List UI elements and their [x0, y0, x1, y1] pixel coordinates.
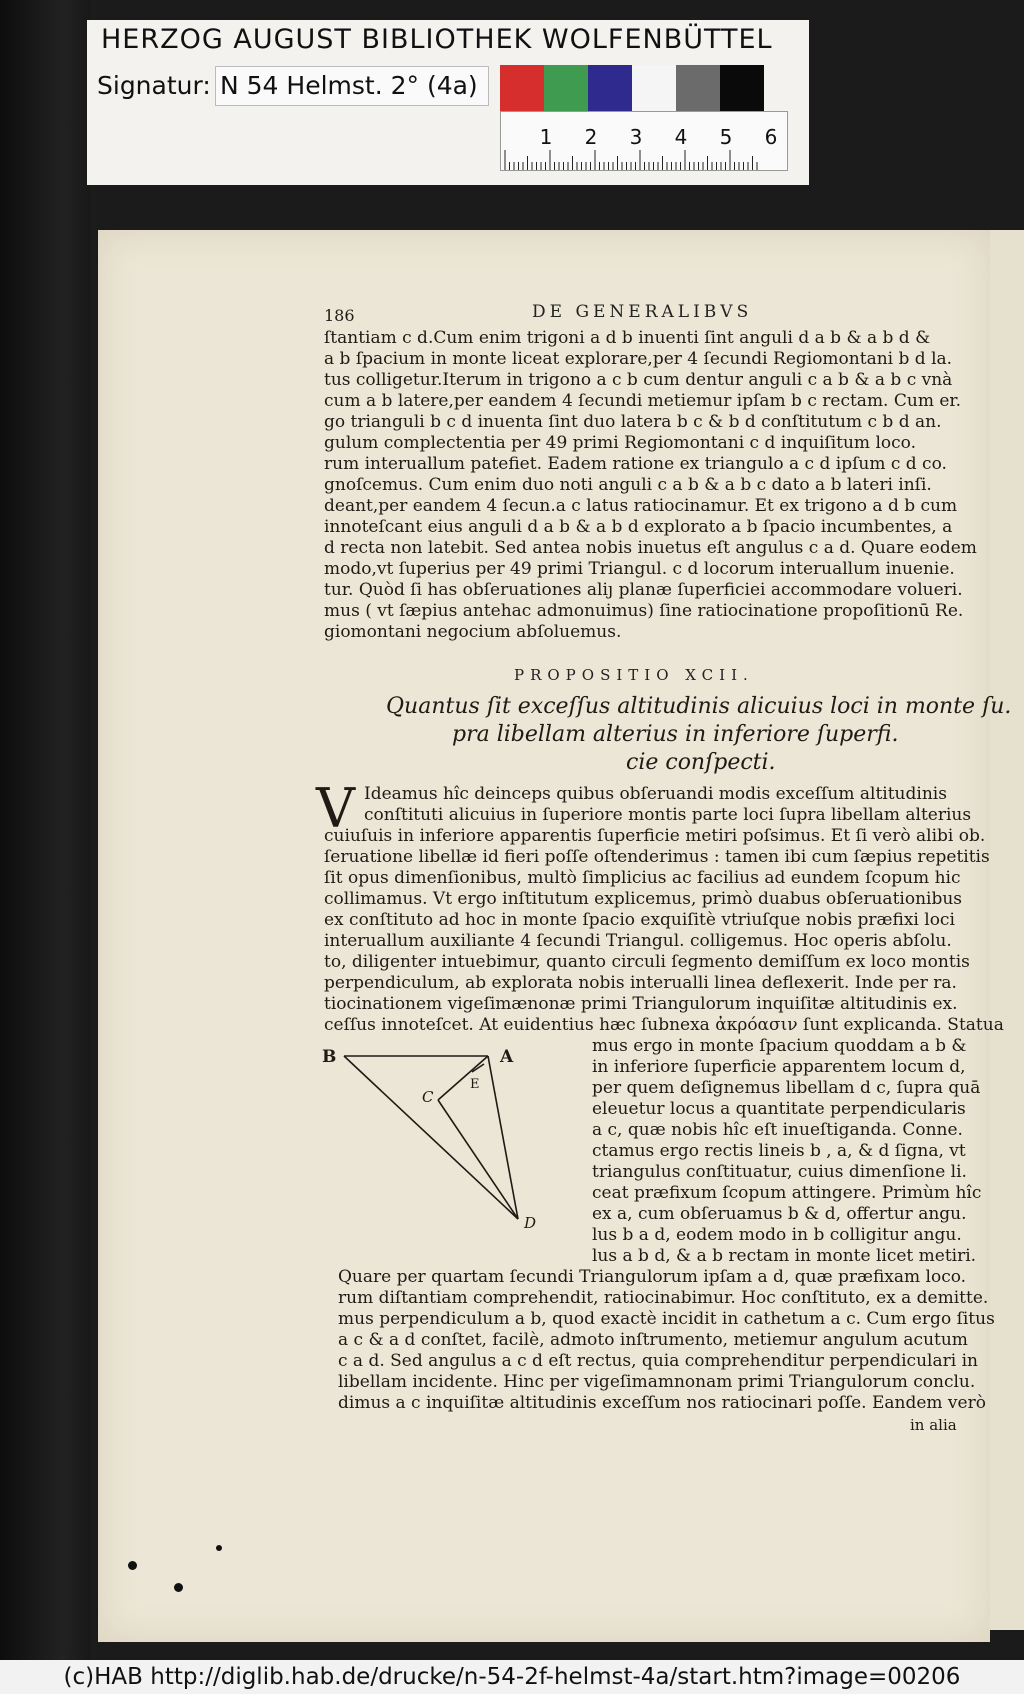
- text-line: perpendiculum, ab explorata nobis interualli linea deflexerit. Inde per ra.: [324, 973, 957, 993]
- text-line: mus ( vt ſæpius antehac admonuimus) ſine ratiocinatione propoſitionū Re.: [324, 601, 964, 621]
- text-line: to, diligenter intuebimur, quanto circuli ſegmento demiſſum ex loco montis: [324, 952, 970, 972]
- text-line: a c & a d conſtet, facilè, admoto inſtrumento, metiemur angulum acutum: [338, 1330, 968, 1350]
- label-a: A: [500, 1047, 514, 1067]
- text-line: c a d. Sed angulus a c d eſt rectus, quia comprehenditur perpendiculari in: [338, 1351, 978, 1371]
- ruler-number: 6: [764, 125, 778, 149]
- book-page: [98, 230, 1012, 1642]
- drop-cap: V: [316, 777, 355, 840]
- text-line: modo,vt ſuperius per 49 primi Triangul. c d locorum interuallum inuenie.: [324, 559, 955, 579]
- ink-spot: [216, 1545, 222, 1551]
- text-line: gnoſcemus. Cum enim duo noti anguli c a b & a b c dato a b lateri inſi.: [324, 475, 932, 495]
- text-line: dimus a c inquiſitæ altitudinis exceſſum nos ratiocinari poſſe. Eandem verò: [338, 1393, 986, 1413]
- signature-value: N 54 Helmst. 2° (4a): [215, 66, 489, 106]
- text-line: ſit opus dimenſionibus, multò ſimplicius ac facilius ad eundem ſcopum hic: [324, 868, 961, 888]
- text-line: Quare per quartam ſecundi Triangulorum ipſam a d, quæ præfixam loco.: [338, 1267, 967, 1287]
- text-line: ex a, cum obſeruamus b & d, offertur angu.: [592, 1204, 967, 1224]
- swatch-green: [544, 65, 588, 111]
- text-line: rum diſtantiam comprehendit, ratiocinabimur. Hoc conſtituto, ex a demitte.: [338, 1288, 989, 1308]
- ruler-number: 2: [584, 125, 598, 149]
- library-name: HERZOG AUGUST BIBLIOTHEK WOLFENBÜTTEL: [101, 24, 773, 55]
- library-color-card: [87, 20, 809, 185]
- text-line: gulum complectentia per 49 primi Regiomontani c d inquiſitum loco.: [324, 433, 916, 453]
- proposition-label: PROPOSITIO XCII.: [514, 666, 754, 684]
- ruler-number: 1: [539, 125, 553, 149]
- text-line: a c, quæ nobis hîc eſt inueſtiganda. Conne.: [592, 1120, 963, 1140]
- ink-spot: [128, 1561, 137, 1570]
- text-line: go trianguli b c d inuenta ſint duo latera b c & b d conſtitutum c b d an.: [324, 412, 942, 432]
- ruler-number: 3: [629, 125, 643, 149]
- running-head: DE GENERALIBVS: [532, 302, 753, 322]
- page-number: 186: [324, 306, 355, 325]
- text-line: tur. Quòd ſi has obſeruationes aliȷ planæ ſuperficiei accommodare volueri.: [324, 580, 963, 600]
- copyright-footer: (c)HAB http://diglib.hab.de/drucke/n-54-2f-helmst-4a/start.htm?image=00206: [0, 1660, 1024, 1694]
- proposition-title-line: pra libellam alterius in inferiore ſuperfi.: [452, 722, 899, 747]
- proposition-title-line: cie conſpecti.: [626, 750, 776, 775]
- text-line: cuiuſuis in inferiore apparentis ſuperficie metiri poſsimus. Et ſi verò alibi ob.: [324, 826, 986, 846]
- label-c: C: [422, 1088, 434, 1106]
- text-line: per quem deſignemus libellam d c, ſupra quā: [592, 1078, 981, 1098]
- swatch-blue: [588, 65, 632, 111]
- text-line: d recta non latebit. Sed antea nobis inuetus eſt angulus c a d. Quare eodem: [324, 538, 977, 558]
- label-e: E: [470, 1077, 480, 1092]
- text-line: eleuetur locus a quantitate perpendicularis: [592, 1099, 966, 1119]
- ink-spot: [174, 1583, 183, 1592]
- ruler-number: 5: [719, 125, 733, 149]
- text-line: tiocinationem vigeſimænonæ primi Triangulorum inquiſitæ altitudinis ex.: [324, 994, 958, 1014]
- text-line: ctamus ergo rectis lineis b , a, & d ſigna, vt: [592, 1141, 966, 1161]
- text-line: ex conſtituto ad hoc in monte ſpacio exquiſitè vtriuſque nobis præfixi loci: [324, 910, 955, 930]
- text-line: innoteſcant eius anguli d a b & a b d explorato a b ſpacio incumbentes, a: [324, 517, 953, 537]
- text-line: rum interuallum patefiet. Eadem ratione ex triangulo a c d ipſum c d co.: [324, 454, 947, 474]
- signature-label: Signatur:: [97, 71, 211, 100]
- color-swatches: [500, 65, 764, 111]
- text-line: deant,per eandem 4 ſecun.a c latus ratiocinamur. Et ex trigono a d b cum: [324, 496, 958, 516]
- ruler-number: 4: [674, 125, 688, 149]
- text-line: conſtituti alicuius in ſuperiore montis parte loci ſupra libellam alterius: [364, 805, 972, 825]
- text-line: ſtantiam c d.Cum enim trigoni a d b inuenti ſint anguli d a b & a b d &: [324, 328, 931, 348]
- text-line: ceat præfixum ſcopum attingere. Primùm hîc: [592, 1183, 982, 1203]
- text-line: interuallum auxiliante 4 ſecundi Triangul. colligemus. Hoc operis abſolu.: [324, 931, 952, 951]
- text-line: a b ſpacium in monte liceat explorare,per 4 ſecundi Regiomontani b d la.: [324, 349, 953, 369]
- line-c-d: [438, 1100, 518, 1219]
- text-line: ceſſus innoteſcet. At euidentius hæc ſubnexa ἀκρόασιν ſunt explicanda. Statua: [324, 1015, 1004, 1035]
- text-line: triangulus conſtituatur, cuius dimenſione li.: [592, 1162, 967, 1182]
- text-line: libellam incidente. Hinc per vigeſimamnonam primi Triangulorum conclu.: [338, 1372, 976, 1392]
- text-line: giomontani negocium abſoluemus.: [324, 622, 622, 642]
- text-line: collimamus. Vt ergo inſtitutum explicemus, primò duabus obſeruationibus: [324, 889, 963, 909]
- text-line: lus a b d, & a b rectam in monte licet metiri.: [592, 1246, 977, 1266]
- text-line: tus colligetur.Iterum in trigono a c b cum dentur anguli c a b & a b c vnà: [324, 370, 953, 390]
- text-line: Ideamus hîc deinceps quibus obſeruandi modis exceſſum altitudinis: [364, 784, 947, 804]
- text-line: ſeruatione libellæ id fieri poſſe oſtenderimus : tamen ibi cum ſæpius repetitis: [324, 847, 990, 867]
- triangle-diagram: [318, 1038, 548, 1238]
- text-line: in inferiore ſuperficie apparentem locum d,: [592, 1057, 966, 1077]
- label-d: D: [524, 1214, 537, 1232]
- text-line: cum a b latere,per eandem 4 ſecundi metiemur ipſam b c rectam. Cum er.: [324, 391, 962, 411]
- proposition-title-line: Quantus ſit exceſſus altitudinis alicuius loci in monte ſu.: [386, 694, 1012, 719]
- text-line: mus perpendiculum a b, quod exactè incidit in cathetum a c. Cum ergo ſitus: [338, 1309, 995, 1329]
- measuring-ruler: [500, 111, 788, 171]
- swatch-black: [720, 65, 764, 111]
- line-a-c: [438, 1056, 488, 1100]
- book-spine-shadow: [0, 0, 90, 1660]
- catchword: in alia: [910, 1416, 957, 1434]
- text-line: lus b a d, eodem modo in b colligitur angu.: [592, 1225, 962, 1245]
- swatch-gray: [676, 65, 720, 111]
- swatch-red: [500, 65, 544, 111]
- text-line: mus ergo in monte ſpacium quoddam a b &: [592, 1036, 967, 1056]
- swatch-white: [632, 65, 676, 111]
- label-b: B: [322, 1047, 337, 1067]
